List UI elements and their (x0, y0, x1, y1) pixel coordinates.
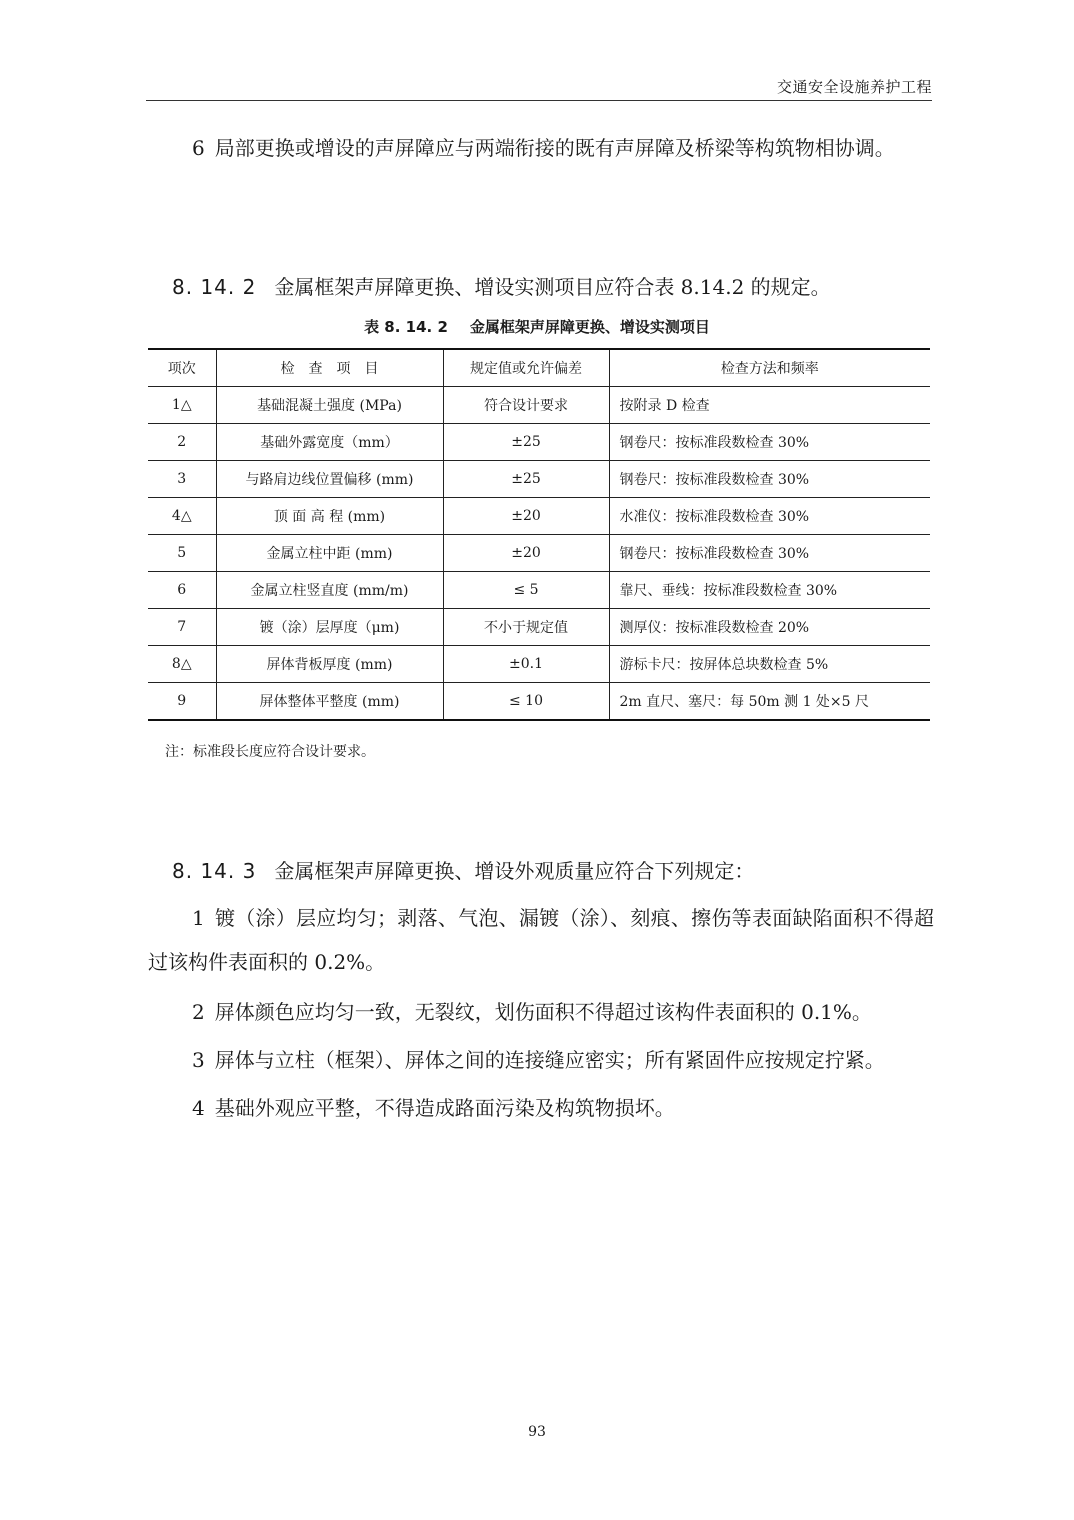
header-cell: 检 查 项 目 (216, 349, 443, 387)
item-text: 基础外观应平整，不得造成路面污染及构筑物损坏。 (214, 1096, 675, 1120)
table-row (148, 498, 930, 535)
table-row (148, 535, 930, 572)
item-no-cell: 8△ (148, 646, 216, 683)
clause-8-14-3 (172, 856, 754, 886)
table-caption-number: 表 8. 14. 2 (364, 318, 448, 336)
item-cell: 基础外露宽度（mm） (216, 424, 443, 461)
header-cell: 规定值或允许偏差 (443, 349, 609, 387)
item-no-cell: 9 (148, 683, 216, 721)
item-no-cell: 2 (148, 424, 216, 461)
appearance-item-2 (148, 990, 934, 1034)
page-number: 93 (528, 1424, 546, 1440)
item-number: 4 (192, 1096, 205, 1120)
item-cell: 金属立柱竖直度 (mm/m) (216, 572, 443, 609)
tolerance-cell: 符合设计要求 (443, 387, 609, 424)
table-row (148, 387, 930, 424)
header-cell: 项次 (148, 349, 216, 387)
item-text: 屏体与立柱（框架）、屏体之间的连接缝应密实；所有紧固件应按规定拧紧。 (214, 1048, 885, 1072)
running-header: 交通安全设施养护工程 (776, 78, 932, 96)
method-cell: 钢卷尺：按标准段数检查 30% (609, 461, 930, 498)
method-cell: 2m 直尺、塞尺：每 50m 测 1 处×5 尺 (609, 683, 930, 721)
method-cell: 水准仪：按标准段数检查 30% (609, 498, 930, 535)
item-no-cell: 5 (148, 535, 216, 572)
tolerance-cell: ±25 (443, 461, 609, 498)
table-header-row (148, 349, 930, 387)
item-no-cell: 7 (148, 609, 216, 646)
header-cell: 检查方法和频率 (609, 349, 930, 387)
table-row (148, 572, 930, 609)
tolerance-cell: ≤ 10 (443, 683, 609, 721)
table-row (148, 461, 930, 498)
appearance-item-4 (148, 1086, 934, 1130)
item-cell: 顶 面 高 程 (mm) (216, 498, 443, 535)
item-number: 1 (192, 906, 205, 930)
item-cell: 与路肩边线位置偏移 (mm) (216, 461, 443, 498)
item-text: 镀（涂）层应均匀；剥落、气泡、漏镀（涂）、刻痕、擦伤等表面缺陷面积不得超过该构件表面积的 0.2%。 (148, 906, 934, 974)
inspection-table (148, 348, 930, 721)
item-number: 3 (192, 1048, 205, 1072)
table-caption (0, 316, 1074, 337)
tolerance-cell: ≤ 5 (443, 572, 609, 609)
appearance-item-1 (148, 896, 934, 984)
item-cell: 屏体背板厚度 (mm) (216, 646, 443, 683)
item-number: 6 (192, 136, 205, 160)
method-cell: 游标卡尺：按屏体总块数检查 5% (609, 646, 930, 683)
item-no-cell: 3 (148, 461, 216, 498)
table-caption-title: 金属框架声屏障更换、增设实测项目 (469, 318, 710, 336)
clause-8-14-2 (172, 272, 831, 302)
appearance-item-3 (148, 1038, 934, 1082)
item-cell: 镀（涂）层厚度（μm) (216, 609, 443, 646)
method-cell: 钢卷尺：按标准段数检查 30% (609, 535, 930, 572)
clause-number: 8. 14. 3 (172, 859, 257, 883)
item-no-cell: 4△ (148, 498, 216, 535)
item-number: 2 (192, 1000, 205, 1024)
header-rule (146, 100, 932, 101)
tolerance-cell: 不小于规定值 (443, 609, 609, 646)
item-no-cell: 1△ (148, 387, 216, 424)
clause-text: 金属框架声屏障更换、增设实测项目应符合表 8.14.2 的规定。 (274, 275, 831, 299)
item-text: 局部更换或增设的声屏障应与两端衔接的既有声屏障及桥梁等构筑物相协调。 (214, 136, 895, 160)
clause-number: 8. 14. 2 (172, 275, 257, 299)
tolerance-cell: ±0.1 (443, 646, 609, 683)
method-cell: 测厚仪：按标准段数检查 20% (609, 609, 930, 646)
item-cell: 基础混凝土强度 (MPa) (216, 387, 443, 424)
table-note: 注：标准段长度应符合设计要求。 (165, 744, 375, 760)
item-cell: 屏体整体平整度 (mm) (216, 683, 443, 721)
item-text: 屏体颜色应均匀一致，无裂纹，划伤面积不得超过该构件表面积的 0.1%。 (214, 1000, 872, 1024)
item-cell: 金属立柱中距 (mm) (216, 535, 443, 572)
method-cell: 靠尺、垂线：按标准段数检查 30% (609, 572, 930, 609)
tolerance-cell: ±20 (443, 535, 609, 572)
table-row (148, 609, 930, 646)
tolerance-cell: ±20 (443, 498, 609, 535)
method-cell: 钢卷尺：按标准段数检查 30% (609, 424, 930, 461)
tolerance-cell: ±25 (443, 424, 609, 461)
table-row (148, 646, 930, 683)
table-row (148, 424, 930, 461)
table-row (148, 683, 930, 721)
intro-item-6 (148, 126, 934, 170)
item-no-cell: 6 (148, 572, 216, 609)
clause-text: 金属框架声屏障更换、增设外观质量应符合下列规定： (274, 859, 755, 883)
method-cell: 按附录 D 检查 (609, 387, 930, 424)
